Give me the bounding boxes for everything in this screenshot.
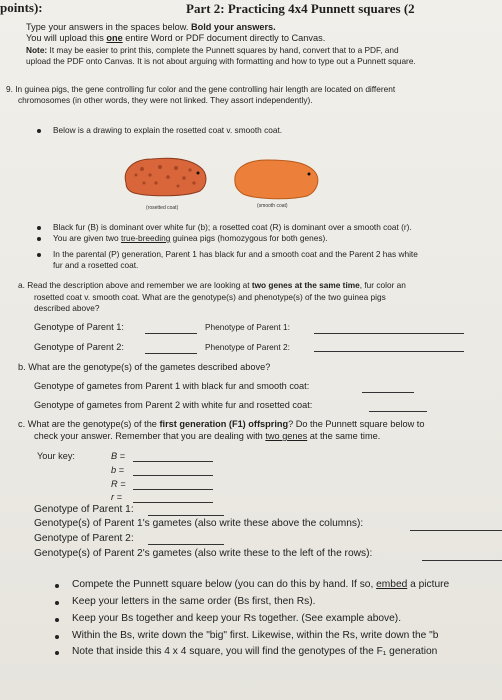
bullet-icon <box>37 237 41 241</box>
intro-line-3: Note: It may be easier to print this, complete the Punnett squares by hand, convert that to a PDF, and <box>26 45 399 55</box>
bullet-icon <box>55 651 59 655</box>
bullet-icon <box>55 618 59 622</box>
lower-genotype-parent-1-blank[interactable] <box>148 515 224 516</box>
q9-bullet-parental-1: In the parental (P) generation, Parent 1 has black fur and a smooth coat and the Parent 2 has white <box>53 249 418 259</box>
gametes-parent-1-blank[interactable] <box>362 392 414 393</box>
part-b-line-2: Genotype of gametes from Parent 1 with black fur and smooth coat: <box>34 381 310 391</box>
final-bullet-2: Keep your letters in the same order (Bs first, then Rs). <box>72 596 316 607</box>
lower-genotype-parent-1-label: Genotype of Parent 1: <box>34 504 134 515</box>
phenotype-parent-2-blank[interactable] <box>314 351 464 352</box>
parent-2-gametes-blank[interactable] <box>422 560 502 561</box>
part-b-line-3: Genotype of gametes from Parent 2 with white fur and rosetted coat: <box>34 400 313 410</box>
q9-bullet-parental-2: fur and a rosetted coat. <box>53 260 139 270</box>
title-right: Part 2: Practicing 4x4 Punnett squares (2 <box>186 1 415 16</box>
final-bullet-5: Note that inside this 4 x 4 square, you will find the genotypes of the F₁ generation <box>72 646 438 657</box>
q9-bullet-dominance: Black fur (B) is dominant over white fur (b); a rosetted coat (R) is dominant over a smooth coat (r). <box>53 222 412 232</box>
bullet-icon <box>55 601 59 605</box>
key-R-blank[interactable] <box>133 489 213 490</box>
genotype-parent-1-blank[interactable] <box>145 333 197 334</box>
final-bullet-3: Keep your Bs together and keep your Rs together. (See example above). <box>72 613 402 624</box>
part-c-line-1: c. What are the genotype(s) of the first generation (F1) offspring? Do the Punnett square below to <box>18 419 425 429</box>
bullet-icon <box>55 635 59 639</box>
part-b-line-1: b. What are the genotype(s) of the gametes described above? <box>18 362 271 372</box>
rosetted-guinea-pig-image <box>120 153 210 201</box>
q9-line-1: 9. In guinea pigs, the gene controlling fur color and the gene controlling hair length are located on different <box>6 84 396 94</box>
phenotype-parent-2-label: Phenotype of Parent 2: <box>205 342 290 352</box>
lower-genotype-parent-2-blank[interactable] <box>148 544 224 545</box>
key-label: Your key: <box>37 451 75 461</box>
bullet-icon <box>37 129 41 133</box>
key-B-label: B = <box>111 451 126 461</box>
key-B-blank[interactable] <box>133 461 213 462</box>
key-b-label: b = <box>111 465 125 475</box>
genotype-parent-1-label: Genotype of Parent 1: <box>34 322 124 332</box>
smooth-guinea-pig-image <box>231 156 321 202</box>
key-b-blank[interactable] <box>133 475 213 476</box>
phenotype-parent-1-blank[interactable] <box>314 333 464 334</box>
title-left: points): <box>0 0 43 15</box>
key-r-blank[interactable] <box>133 502 213 503</box>
part-c-line-2: check your answer. Remember that you are dealing with two genes at the same time. <box>34 431 381 441</box>
rosetted-coat-label: (rosetted coat) <box>146 205 179 211</box>
parent-1-gametes-label: Genotype(s) of Parent 1's gametes (also write these above the columns): <box>34 518 364 529</box>
genotype-parent-2-blank[interactable] <box>145 353 197 354</box>
q9-line-2: chromosomes (in other words, they were not linked. They assort independently). <box>18 95 313 105</box>
bullet-icon <box>55 584 59 588</box>
bullet-icon <box>37 226 41 230</box>
part-a-line-2: rosetted coat v. smooth coat. What are the genotype(s) and phenotype(s) of the two guinea pigs <box>34 292 386 302</box>
bullet-icon <box>37 253 41 257</box>
lower-genotype-parent-2-label: Genotype of Parent 2: <box>34 533 134 544</box>
phenotype-parent-1-label: Phenotype of Parent 1: <box>205 322 290 332</box>
intro-line-4: upload the PDF onto Canvas. It is not about arguing with formatting and how to type out a Punnett square. <box>26 56 416 66</box>
smooth-coat-label: (smooth coat) <box>257 203 288 209</box>
q9-bullet-drawing: Below is a drawing to explain the rosetted coat v. smooth coat. <box>53 125 283 135</box>
parent-2-gametes-label: Genotype(s) of Parent 2's gametes (also write these to the left of the rows): <box>34 548 373 559</box>
part-a-line-3: described above? <box>34 303 100 313</box>
key-R-label: R = <box>111 479 126 489</box>
parent-1-gametes-blank[interactable] <box>410 530 502 531</box>
key-r-label: r = <box>111 492 122 502</box>
part-a-line-1: a. Read the description above and remember we are looking at two genes at the same time, fur color an <box>18 280 406 290</box>
gametes-parent-2-blank[interactable] <box>369 411 427 412</box>
intro-line-1: Type your answers in the spaces below. Bold your answers. <box>26 22 276 32</box>
genotype-parent-2-label: Genotype of Parent 2: <box>34 342 124 352</box>
final-bullet-1: Compete the Punnett square below (you can do this by hand. If so, embed a picture <box>72 579 450 590</box>
final-bullet-4: Within the Bs, write down the "big" first. Likewise, within the Rs, write down the "b <box>72 630 439 641</box>
q9-bullet-true-breeding: You are given two true-breeding guinea pigs (homozygous for both genes). <box>53 233 328 243</box>
intro-line-2: You will upload this one entire Word or PDF document directly to Canvas. <box>26 33 326 43</box>
